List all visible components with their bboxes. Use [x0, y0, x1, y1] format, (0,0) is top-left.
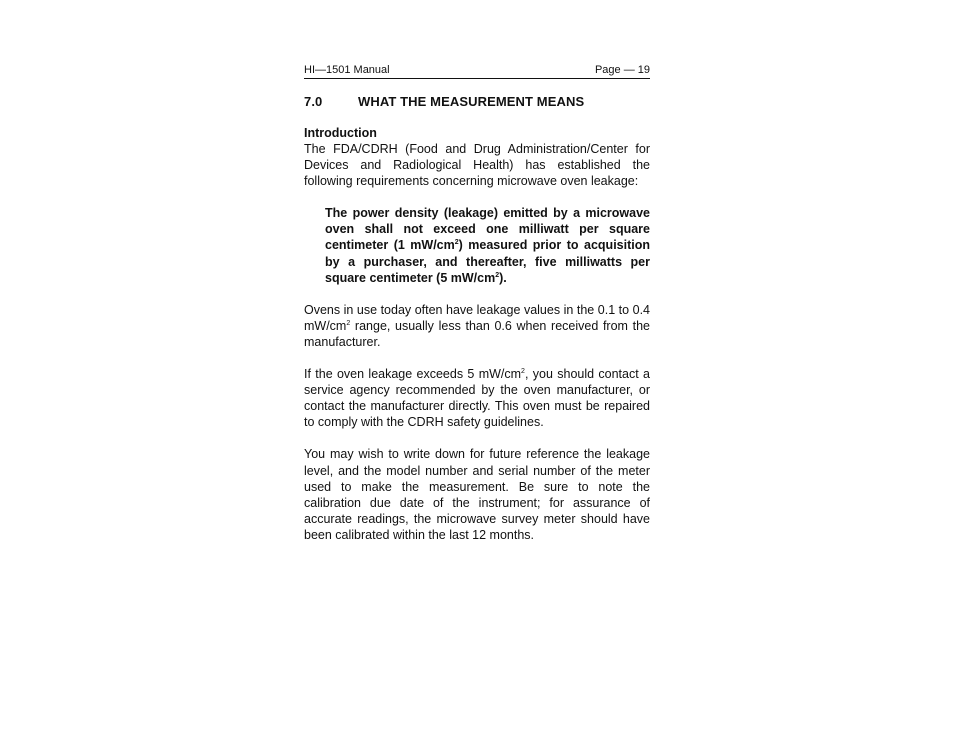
ovens-paragraph: Ovens in use today often have leakage values in the 0.1 to 0.4 $mW/cm^2$ range, usually less than 0.6 when received from the manufacturer.	[304, 302, 650, 349]
section-title: WHAT THE MEASUREMENT MEANS	[358, 94, 585, 109]
section-heading	[304, 94, 650, 110]
requirement-quote: The power density (leakage) emitted by a microwave oven shall not exceed one milliwatt per square centimeter (1 $mW/cm^2$) measured prior to acquisition by a purchaser, and thereafter, five milliwatts per square centimeter (5 $mW/cm^2$).	[325, 206, 650, 285]
intro-paragraph: The FDA/CDRH (Food and Drug Administration/Center for Devices and Radiological Health) has established the following requirements concerning microwave oven leakage:	[304, 142, 650, 189]
introduction-heading: Introduction	[304, 126, 377, 140]
record-paragraph: You may wish to write down for future reference the leakage level, and the model number and serial number of the meter used to make the measurement. Be sure to note the calibration due date of the instrument; for assurance of accurate readings, the microwave survey meter should have been calibrated within the last 12 months.	[304, 447, 650, 542]
page-header	[304, 64, 650, 79]
section-number: 7.0	[304, 94, 323, 109]
exceeds-paragraph: If the oven leakage exceeds 5 $mW/cm^2$, you should contact a service agency recommended by the oven manufacturer, or contact the manufacturer directly. This oven must be repaired to comply with the CDRH safety guidelines.	[304, 367, 650, 430]
page-number: Page — 19	[594, 64, 650, 76]
manual-page	[304, 64, 650, 543]
manual-title: HI—1501 Manual	[304, 64, 390, 76]
